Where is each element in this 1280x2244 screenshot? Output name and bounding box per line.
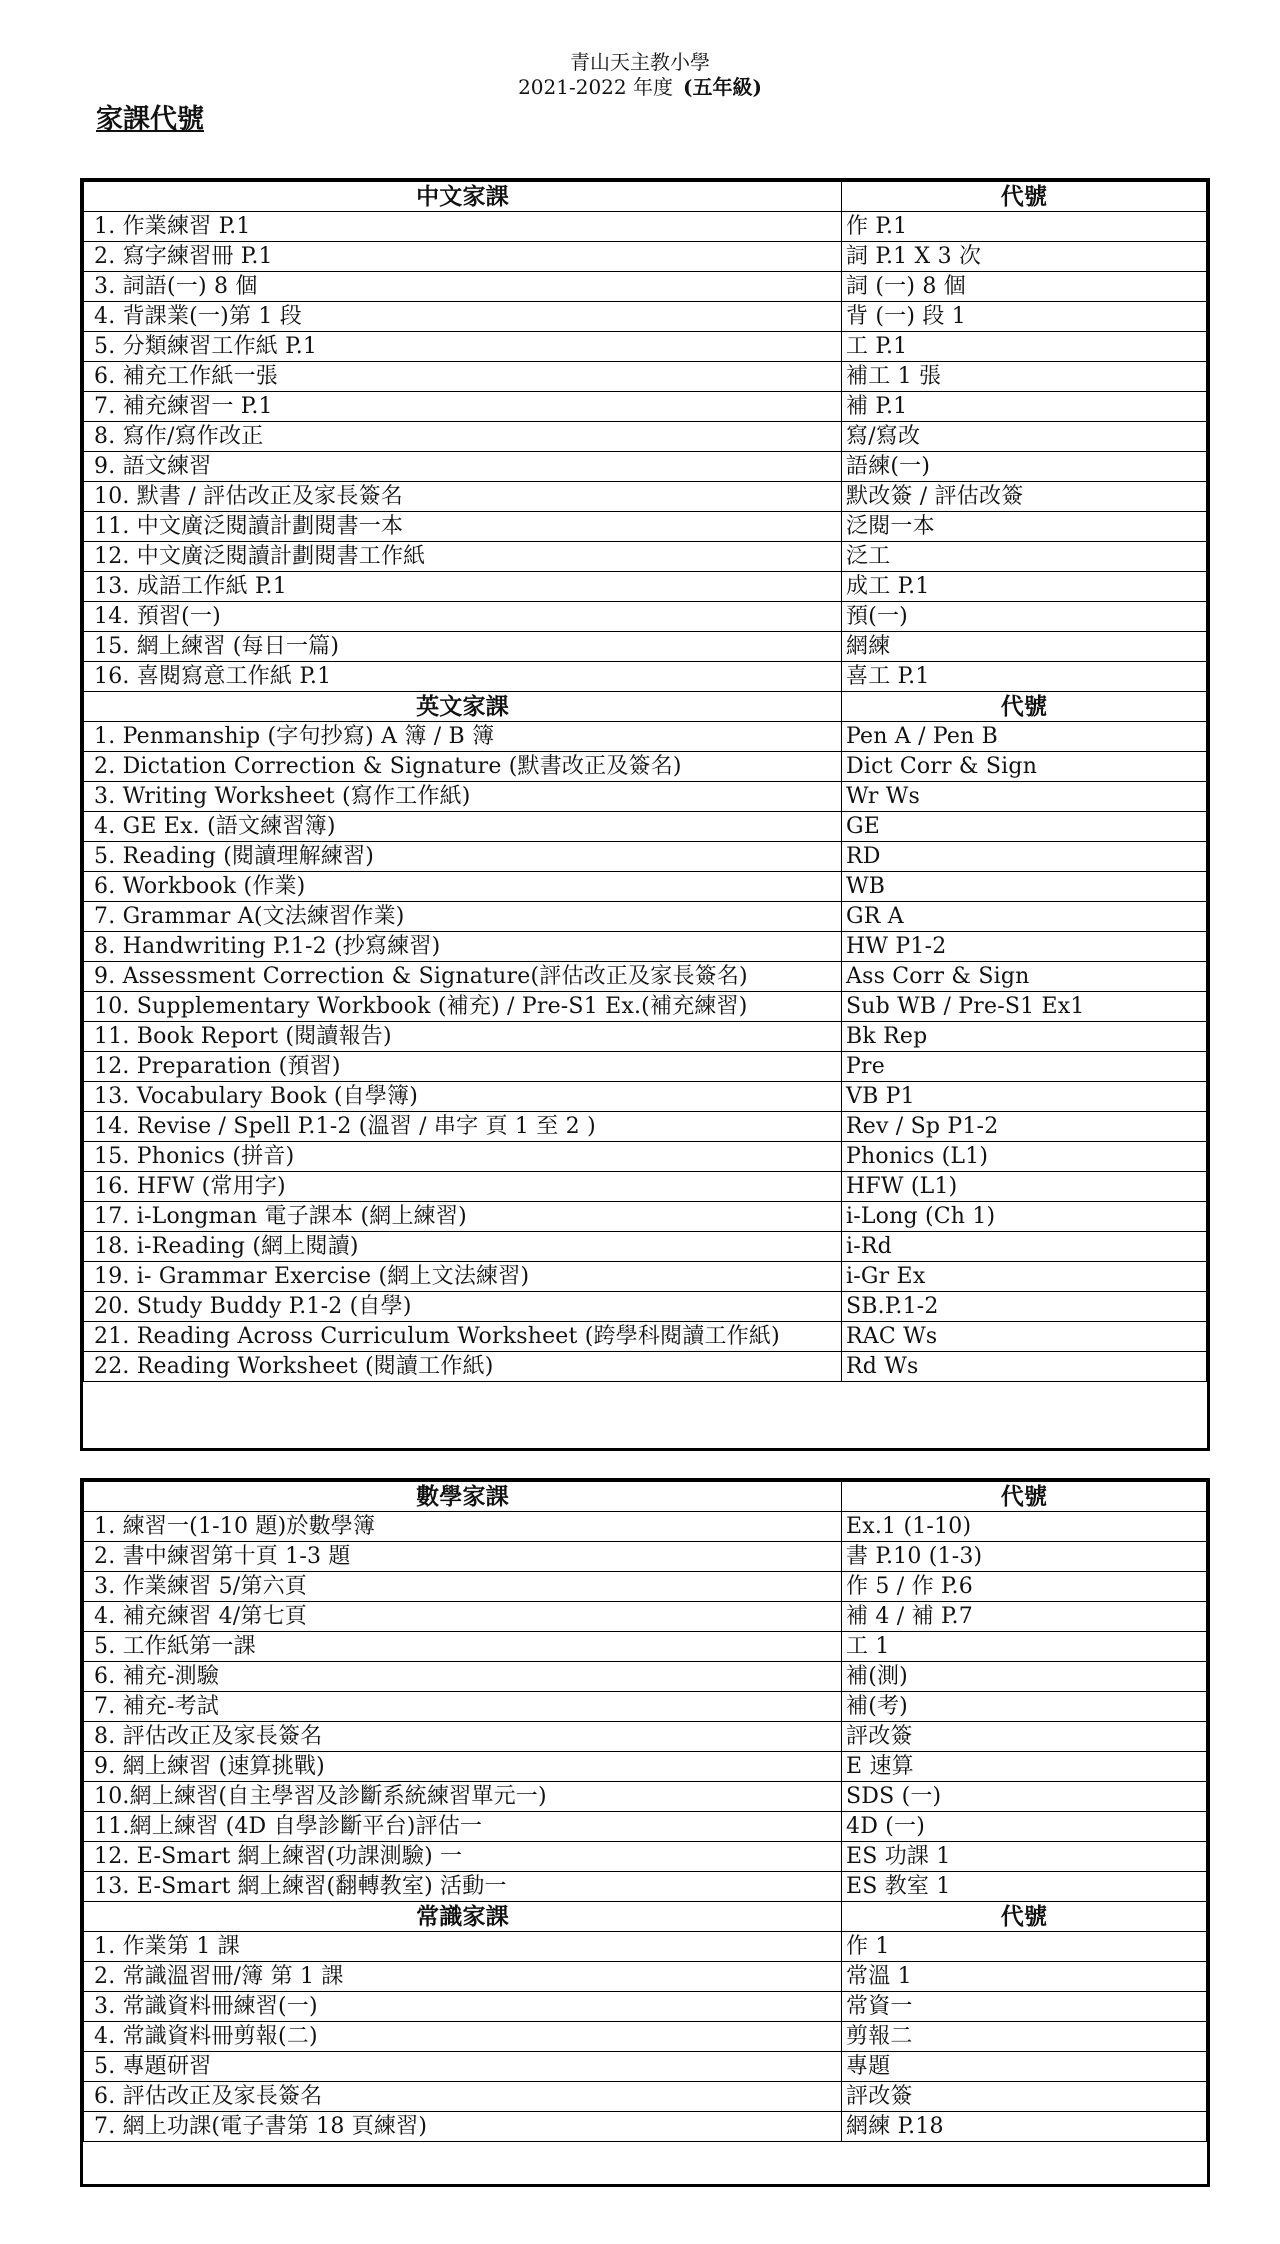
homework-item-cell: 13. 成語工作紙 P.1 — [84, 572, 842, 602]
homework-code-cell: WB — [842, 872, 1207, 902]
homework-code-cell: 喜工 P.1 — [842, 662, 1207, 692]
section-title-cell: 英文家課 — [84, 692, 842, 722]
homework-item-cell: 8. 評估改正及家長簽名 — [84, 1722, 842, 1752]
homework-item-cell: 6. Workbook (作業) — [84, 872, 842, 902]
homework-code-cell: RD — [842, 842, 1207, 872]
table-row — [84, 2082, 1207, 2112]
homework-item-cell: 13. E-Smart 網上練習(翻轉教室) 活動一 — [84, 1872, 842, 1902]
homework-code-cell: 詞 (一) 8 個 — [842, 272, 1207, 302]
homework-code-cell: 剪報二 — [842, 2022, 1207, 2052]
homework-code-cell: 補 4 / 補 P.7 — [842, 1602, 1207, 1632]
homework-item-cell: 15. 網上練習 (每日一篇) — [84, 632, 842, 662]
table-row — [84, 512, 1207, 542]
section-title-cell: 數學家課 — [84, 1482, 842, 1512]
table-row — [84, 1782, 1207, 1812]
homework-item-cell: 11. 中文廣泛閱讀計劃閱書一本 — [84, 512, 842, 542]
table-row — [84, 242, 1207, 272]
table-row — [84, 1232, 1207, 1262]
homework-code-cell: 默改簽 / 評估改簽 — [842, 482, 1207, 512]
homework-code-cell: GE — [842, 812, 1207, 842]
homework-item-cell: 5. 專題研習 — [84, 2052, 842, 2082]
table-row — [84, 1052, 1207, 1082]
homework-item-cell: 1. 作業第 1 課 — [84, 1932, 842, 1962]
homework-code-cell: i-Gr Ex — [842, 1262, 1207, 1292]
homework-item-cell: 15. Phonics (拼音) — [84, 1142, 842, 1172]
table-row — [84, 1962, 1207, 1992]
homework-code-cell: Sub WB / Pre-S1 Ex1 — [842, 992, 1207, 1022]
table-row — [84, 1322, 1207, 1352]
section-title-cell: 常識家課 — [84, 1902, 842, 1932]
homework-item-cell: 7. 補充-考試 — [84, 1692, 842, 1722]
homework-code-cell: HW P1-2 — [842, 932, 1207, 962]
homework-code-cell: Rd Ws — [842, 1352, 1207, 1382]
table-row — [84, 1292, 1207, 1322]
homework-code-cell: 預(一) — [842, 602, 1207, 632]
homework-item-cell: 14. Revise / Spell P.1-2 (溫習 / 串字 頁 1 至 2 ) — [84, 1112, 842, 1142]
table-row — [84, 1692, 1207, 1722]
table-row — [84, 1082, 1207, 1112]
homework-code-cell: 工 P.1 — [842, 332, 1207, 362]
table-row — [84, 1022, 1207, 1052]
table-row — [84, 2112, 1207, 2142]
table-row — [84, 722, 1207, 752]
homework-code-cell: 作 1 — [842, 1932, 1207, 1962]
table-row — [84, 1752, 1207, 1782]
homework-item-cell: 3. 詞語(一) 8 個 — [84, 272, 842, 302]
homework-code-cell: 泛工 — [842, 542, 1207, 572]
section-header-row — [84, 692, 1207, 722]
homework-code-cell: ES 教室 1 — [842, 1872, 1207, 1902]
homework-code-cell: 背 (一) 段 1 — [842, 302, 1207, 332]
homework-item-cell: 7. 網上功課(電子書第 18 頁練習) — [84, 2112, 842, 2142]
homework-item-cell: 12. E-Smart 網上練習(功課測驗) 一 — [84, 1842, 842, 1872]
homework-code-cell: VB P1 — [842, 1082, 1207, 1112]
homework-code-cell: 作 P.1 — [842, 212, 1207, 242]
section-header-row — [84, 1902, 1207, 1932]
homework-item-cell: 7. 補充練習一 P.1 — [84, 392, 842, 422]
homework-item-cell: 19. i- Grammar Exercise (網上文法練習) — [84, 1262, 842, 1292]
homework-code-cell: Wr Ws — [842, 782, 1207, 812]
homework-item-cell: 4. 補充練習 4/第七頁 — [84, 1602, 842, 1632]
table-row — [84, 902, 1207, 932]
homework-code-cell: 詞 P.1 X 3 次 — [842, 242, 1207, 272]
code-header-cell: 代號 — [842, 1482, 1207, 1512]
section-header-row — [84, 182, 1207, 212]
homework-code-cell: GR A — [842, 902, 1207, 932]
homework-code-cell: SDS (一) — [842, 1782, 1207, 1812]
homework-item-cell: 13. Vocabulary Book (自學簿) — [84, 1082, 842, 1112]
homework-code-cell: 常資一 — [842, 1992, 1207, 2022]
homework-item-cell: 16. 喜閱寫意工作紙 P.1 — [84, 662, 842, 692]
homework-item-cell: 3. 常識資料冊練習(一) — [84, 1992, 842, 2022]
table-row — [84, 1812, 1207, 1842]
homework-item-cell: 9. 網上練習 (速算挑戰) — [84, 1752, 842, 1782]
table-row — [84, 842, 1207, 872]
homework-item-cell: 1. 作業練習 P.1 — [84, 212, 842, 242]
homework-code-cell: 補(考) — [842, 1692, 1207, 1722]
homework-code-cell: 成工 P.1 — [842, 572, 1207, 602]
table-row — [84, 1202, 1207, 1232]
homework-item-cell: 21. Reading Across Curriculum Worksheet (跨學科閱讀工作紙) — [84, 1322, 842, 1352]
table-row — [84, 2052, 1207, 2082]
homework-code-cell: RAC Ws — [842, 1322, 1207, 1352]
table-row — [84, 872, 1207, 902]
table-row — [84, 1512, 1207, 1542]
table-row — [84, 1572, 1207, 1602]
homework-code-cell: 作 5 / 作 P.6 — [842, 1572, 1207, 1602]
table-row — [84, 302, 1207, 332]
homework-code-cell: Ass Corr & Sign — [842, 962, 1207, 992]
table-row — [84, 1542, 1207, 1572]
homework-item-cell: 6. 補充工作紙一張 — [84, 362, 842, 392]
homework-item-cell: 10. Supplementary Workbook (補充) / Pre-S1 Ex.(補充練習) — [84, 992, 842, 1022]
table-row — [84, 1992, 1207, 2022]
table-row — [84, 1722, 1207, 1752]
homework-item-cell: 16. HFW (常用字) — [84, 1172, 842, 1202]
homework-code-cell: Rev / Sp P1-2 — [842, 1112, 1207, 1142]
school-name: 青山天主教小學 — [570, 50, 710, 74]
homework-item-cell: 10.網上練習(自主學習及診斷系統練習單元一) — [84, 1782, 842, 1812]
homework-item-cell: 22. Reading Worksheet (閱讀工作紙) — [84, 1352, 842, 1382]
table-row — [84, 1262, 1207, 1292]
homework-code-cell: 網練 — [842, 632, 1207, 662]
homework-code-table-chinese-english — [80, 178, 1210, 1451]
table-row — [84, 602, 1207, 632]
homework-code-cell: 書 P.10 (1-3) — [842, 1542, 1207, 1572]
table-row — [84, 422, 1207, 452]
homework-code-cell: Phonics (L1) — [842, 1142, 1207, 1172]
homework-code-cell: HFW (L1) — [842, 1172, 1207, 1202]
table-row — [84, 1842, 1207, 1872]
homework-code-cell: 網練 P.18 — [842, 2112, 1207, 2142]
homework-code-cell: Pre — [842, 1052, 1207, 1082]
homework-item-cell: 5. 工作紙第一課 — [84, 1632, 842, 1662]
homework-item-cell: 9. Assessment Correction & Signature(評估改正及家長簽名) — [84, 962, 842, 992]
homework-item-cell: 4. 背課業(一)第 1 段 — [84, 302, 842, 332]
homework-code-cell: 4D (一) — [842, 1812, 1207, 1842]
homework-item-cell: 1. Penmanship (字句抄寫) A 簿 / B 簿 — [84, 722, 842, 752]
table-row — [84, 2022, 1207, 2052]
year-text: 2021-2022 年度 — [518, 75, 673, 99]
table-row — [84, 1872, 1207, 1902]
homework-item-cell: 11. Book Report (閱讀報告) — [84, 1022, 842, 1052]
table-row — [84, 1142, 1207, 1172]
homework-item-cell: 8. 寫作/寫作改正 — [84, 422, 842, 452]
homework-item-cell: 2. 常識溫習冊/簿 第 1 課 — [84, 1962, 842, 1992]
homework-code-cell: i-Long (Ch 1) — [842, 1202, 1207, 1232]
section-title-cell: 中文家課 — [84, 182, 842, 212]
homework-item-cell: 4. GE Ex. (語文練習簿) — [84, 812, 842, 842]
table-row — [84, 392, 1207, 422]
section-header-row — [84, 1482, 1207, 1512]
homework-code-cell: 補 P.1 — [842, 392, 1207, 422]
homework-item-cell: 20. Study Buddy P.1-2 (自學) — [84, 1292, 842, 1322]
homework-item-cell: 14. 預習(一) — [84, 602, 842, 632]
table-row — [84, 992, 1207, 1022]
table-row — [84, 452, 1207, 482]
table-row — [84, 1602, 1207, 1632]
code-header-cell: 代號 — [842, 692, 1207, 722]
code-header-cell: 代號 — [842, 1902, 1207, 1932]
homework-code-cell: 補(測) — [842, 1662, 1207, 1692]
document-title: 家課代號 — [96, 104, 204, 135]
homework-item-cell: 11.網上練習 (4D 自學診斷平台)評估一 — [84, 1812, 842, 1842]
homework-code-cell: 評改簽 — [842, 2082, 1207, 2112]
homework-item-cell: 10. 默書 / 評估改正及家長簽名 — [84, 482, 842, 512]
homework-code-table-math-gs — [80, 1478, 1210, 2187]
homework-code-cell: i-Rd — [842, 1232, 1207, 1262]
table-row — [84, 932, 1207, 962]
homework-code-cell: Dict Corr & Sign — [842, 752, 1207, 782]
table-row — [84, 542, 1207, 572]
homework-code-cell: 工 1 — [842, 1632, 1207, 1662]
homework-code-cell: 專題 — [842, 2052, 1207, 2082]
table-row — [84, 1932, 1207, 1962]
homework-item-cell: 12. Preparation (預習) — [84, 1052, 842, 1082]
homework-code-cell: 評改簽 — [842, 1722, 1207, 1752]
table-row — [84, 632, 1207, 662]
table-row — [84, 572, 1207, 602]
homework-item-cell: 5. 分類練習工作紙 P.1 — [84, 332, 842, 362]
homework-code-cell: 泛閱一本 — [842, 512, 1207, 542]
table-row — [84, 1632, 1207, 1662]
homework-item-cell: 18. i-Reading (網上閱讀) — [84, 1232, 842, 1262]
table-row — [84, 212, 1207, 242]
grade-label: (五年級) — [682, 75, 762, 99]
homework-code-cell: 常溫 1 — [842, 1962, 1207, 1992]
table-row — [84, 1172, 1207, 1202]
homework-code-cell: Bk Rep — [842, 1022, 1207, 1052]
homework-item-cell: 2. 書中練習第十頁 1-3 題 — [84, 1542, 842, 1572]
homework-code-cell: Pen A / Pen B — [842, 722, 1207, 752]
homework-item-cell: 6. 補充-測驗 — [84, 1662, 842, 1692]
homework-item-cell: 4. 常識資料冊剪報(二) — [84, 2022, 842, 2052]
homework-item-cell: 5. Reading (閱讀理解練習) — [84, 842, 842, 872]
homework-item-cell: 17. i-Longman 電子課本 (網上練習) — [84, 1202, 842, 1232]
homework-code-cell: SB.P.1-2 — [842, 1292, 1207, 1322]
table-row — [84, 482, 1207, 512]
table-row — [84, 332, 1207, 362]
table-row — [84, 272, 1207, 302]
table-row — [84, 1662, 1207, 1692]
code-header-cell: 代號 — [842, 182, 1207, 212]
homework-code-cell: Ex.1 (1-10) — [842, 1512, 1207, 1542]
homework-code-cell: E 速算 — [842, 1752, 1207, 1782]
homework-code-cell: 語練(一) — [842, 452, 1207, 482]
homework-item-cell: 8. Handwriting P.1-2 (抄寫練習) — [84, 932, 842, 962]
homework-item-cell: 2. Dictation Correction & Signature (默書改正及簽名) — [84, 752, 842, 782]
table-row — [84, 962, 1207, 992]
table-row — [84, 782, 1207, 812]
homework-code-cell: 寫/寫改 — [842, 422, 1207, 452]
table-row — [84, 662, 1207, 692]
homework-code-cell: 補工 1 張 — [842, 362, 1207, 392]
table-row — [84, 752, 1207, 782]
homework-code-cell: ES 功課 1 — [842, 1842, 1207, 1872]
academic-year — [0, 75, 1280, 100]
table-row — [84, 362, 1207, 392]
table-row — [84, 812, 1207, 842]
homework-item-cell: 12. 中文廣泛閱讀計劃閱書工作紙 — [84, 542, 842, 572]
homework-item-cell: 7. Grammar A(文法練習作業) — [84, 902, 842, 932]
table-row — [84, 1112, 1207, 1142]
homework-item-cell: 9. 語文練習 — [84, 452, 842, 482]
homework-item-cell: 3. Writing Worksheet (寫作工作紙) — [84, 782, 842, 812]
homework-item-cell: 6. 評估改正及家長簽名 — [84, 2082, 842, 2112]
homework-item-cell: 3. 作業練習 5/第六頁 — [84, 1572, 842, 1602]
homework-item-cell: 2. 寫字練習冊 P.1 — [84, 242, 842, 272]
homework-item-cell: 1. 練習一(1-10 題)於數學簿 — [84, 1512, 842, 1542]
table-row — [84, 1352, 1207, 1382]
